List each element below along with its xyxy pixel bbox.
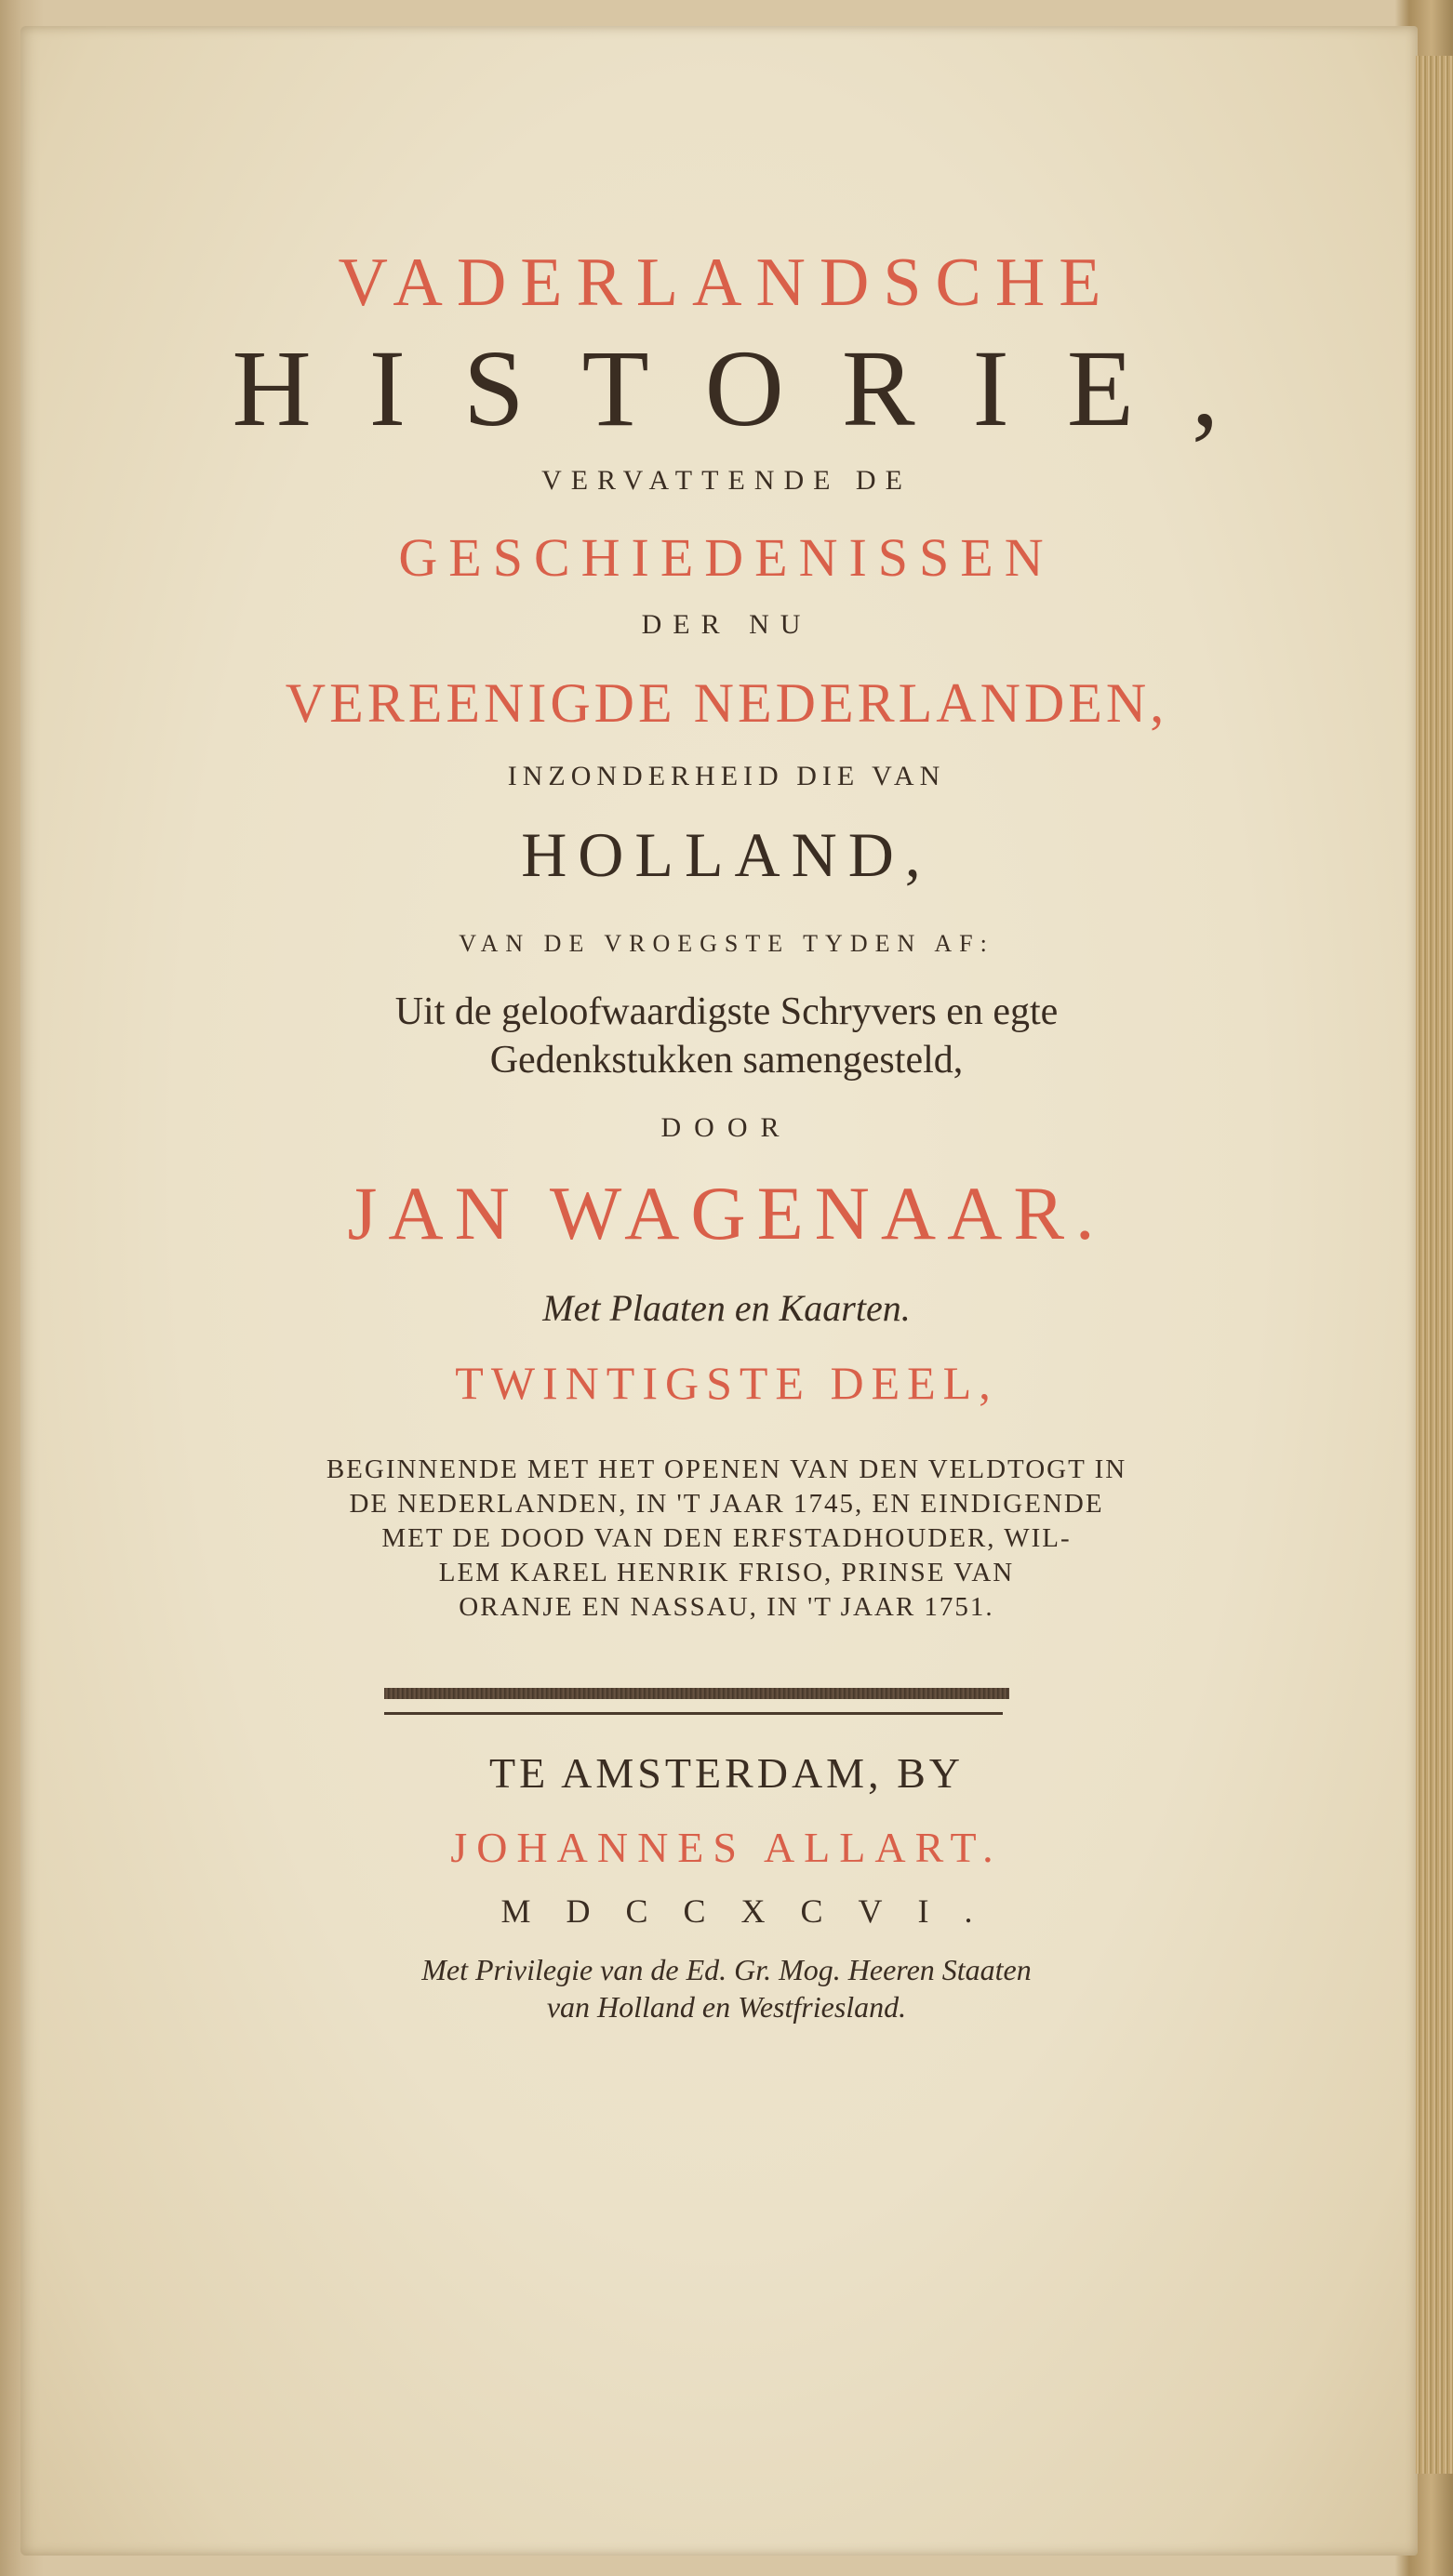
plates-note: Met Plaaten en Kaarten.	[542, 1287, 911, 1329]
imprint-publisher: JOHANNES ALLART.	[450, 1824, 1003, 1871]
thin-rule	[384, 1712, 1003, 1715]
subtitle-inzonderheid: INZONDERHEID DIE VAN	[507, 761, 946, 791]
volume-number: TWINTIGSTE DEEL,	[455, 1357, 998, 1409]
subtitle-sources	[0, 988, 1453, 1084]
privilege-note	[0, 1951, 1453, 2025]
privilege-line-2: van Holland en Westfriesland.	[546, 1990, 907, 2024]
imprint-year: MDCCXCVI.	[500, 1892, 1008, 1930]
imprint-place: TE AMSTERDAM, BY	[489, 1749, 964, 1797]
volume-description-line-4: LEM KAREL HENRIK FRISO, PRINSE VAN	[438, 1558, 1015, 1587]
author-name: JAN WAGENAAR.	[347, 1171, 1106, 1255]
subtitle-holland: HOLLAND,	[521, 819, 932, 890]
subtitle-sources-line-1: Uit de geloofwaardigste Schryvers en egte	[394, 990, 1059, 1033]
subtitle-der-nu: DER NU	[641, 609, 812, 640]
volume-description-line-3: MET DE DOOD VAN DEN ERFSTADHOUDER, WIL-	[381, 1523, 1072, 1553]
subtitle-geschiedenissen: GESCHIEDENISSEN	[398, 527, 1055, 588]
volume-description-line-5: ORANJE EN NASSAU, IN 'T JAAR 1751.	[459, 1592, 994, 1622]
volume-description-line-2: DE NEDERLANDEN, IN 'T JAAR 1745, EN EINDIGENDE	[349, 1489, 1104, 1519]
volume-description	[0, 1453, 1453, 1625]
subtitle-vervattende: VERVATTENDE DE	[541, 465, 912, 496]
title-line-vaderlandsche: VADERLANDSCHE	[338, 245, 1115, 321]
privilege-line-1: Met Privilegie van de Ed. Gr. Mog. Heeren Staaten	[421, 1953, 1032, 1986]
ornamental-rule	[384, 1688, 1009, 1699]
byline-door: DOOR	[660, 1112, 793, 1143]
title-line-historie: HISTORIE,	[232, 327, 1277, 449]
volume-description-line-1: BEGINNENDE MET HET OPENEN VAN DEN VELDTOGT IN	[326, 1454, 1127, 1484]
subtitle-sources-line-2: Gedenkstukken samengesteld,	[489, 1039, 964, 1082]
subtitle-vereenigde-nederlanden: VEREENIGDE NEDERLANDEN,	[285, 672, 1168, 734]
subtitle-vroegste-tyden: VAN DE VROEGSTE TYDEN AF:	[459, 930, 994, 957]
